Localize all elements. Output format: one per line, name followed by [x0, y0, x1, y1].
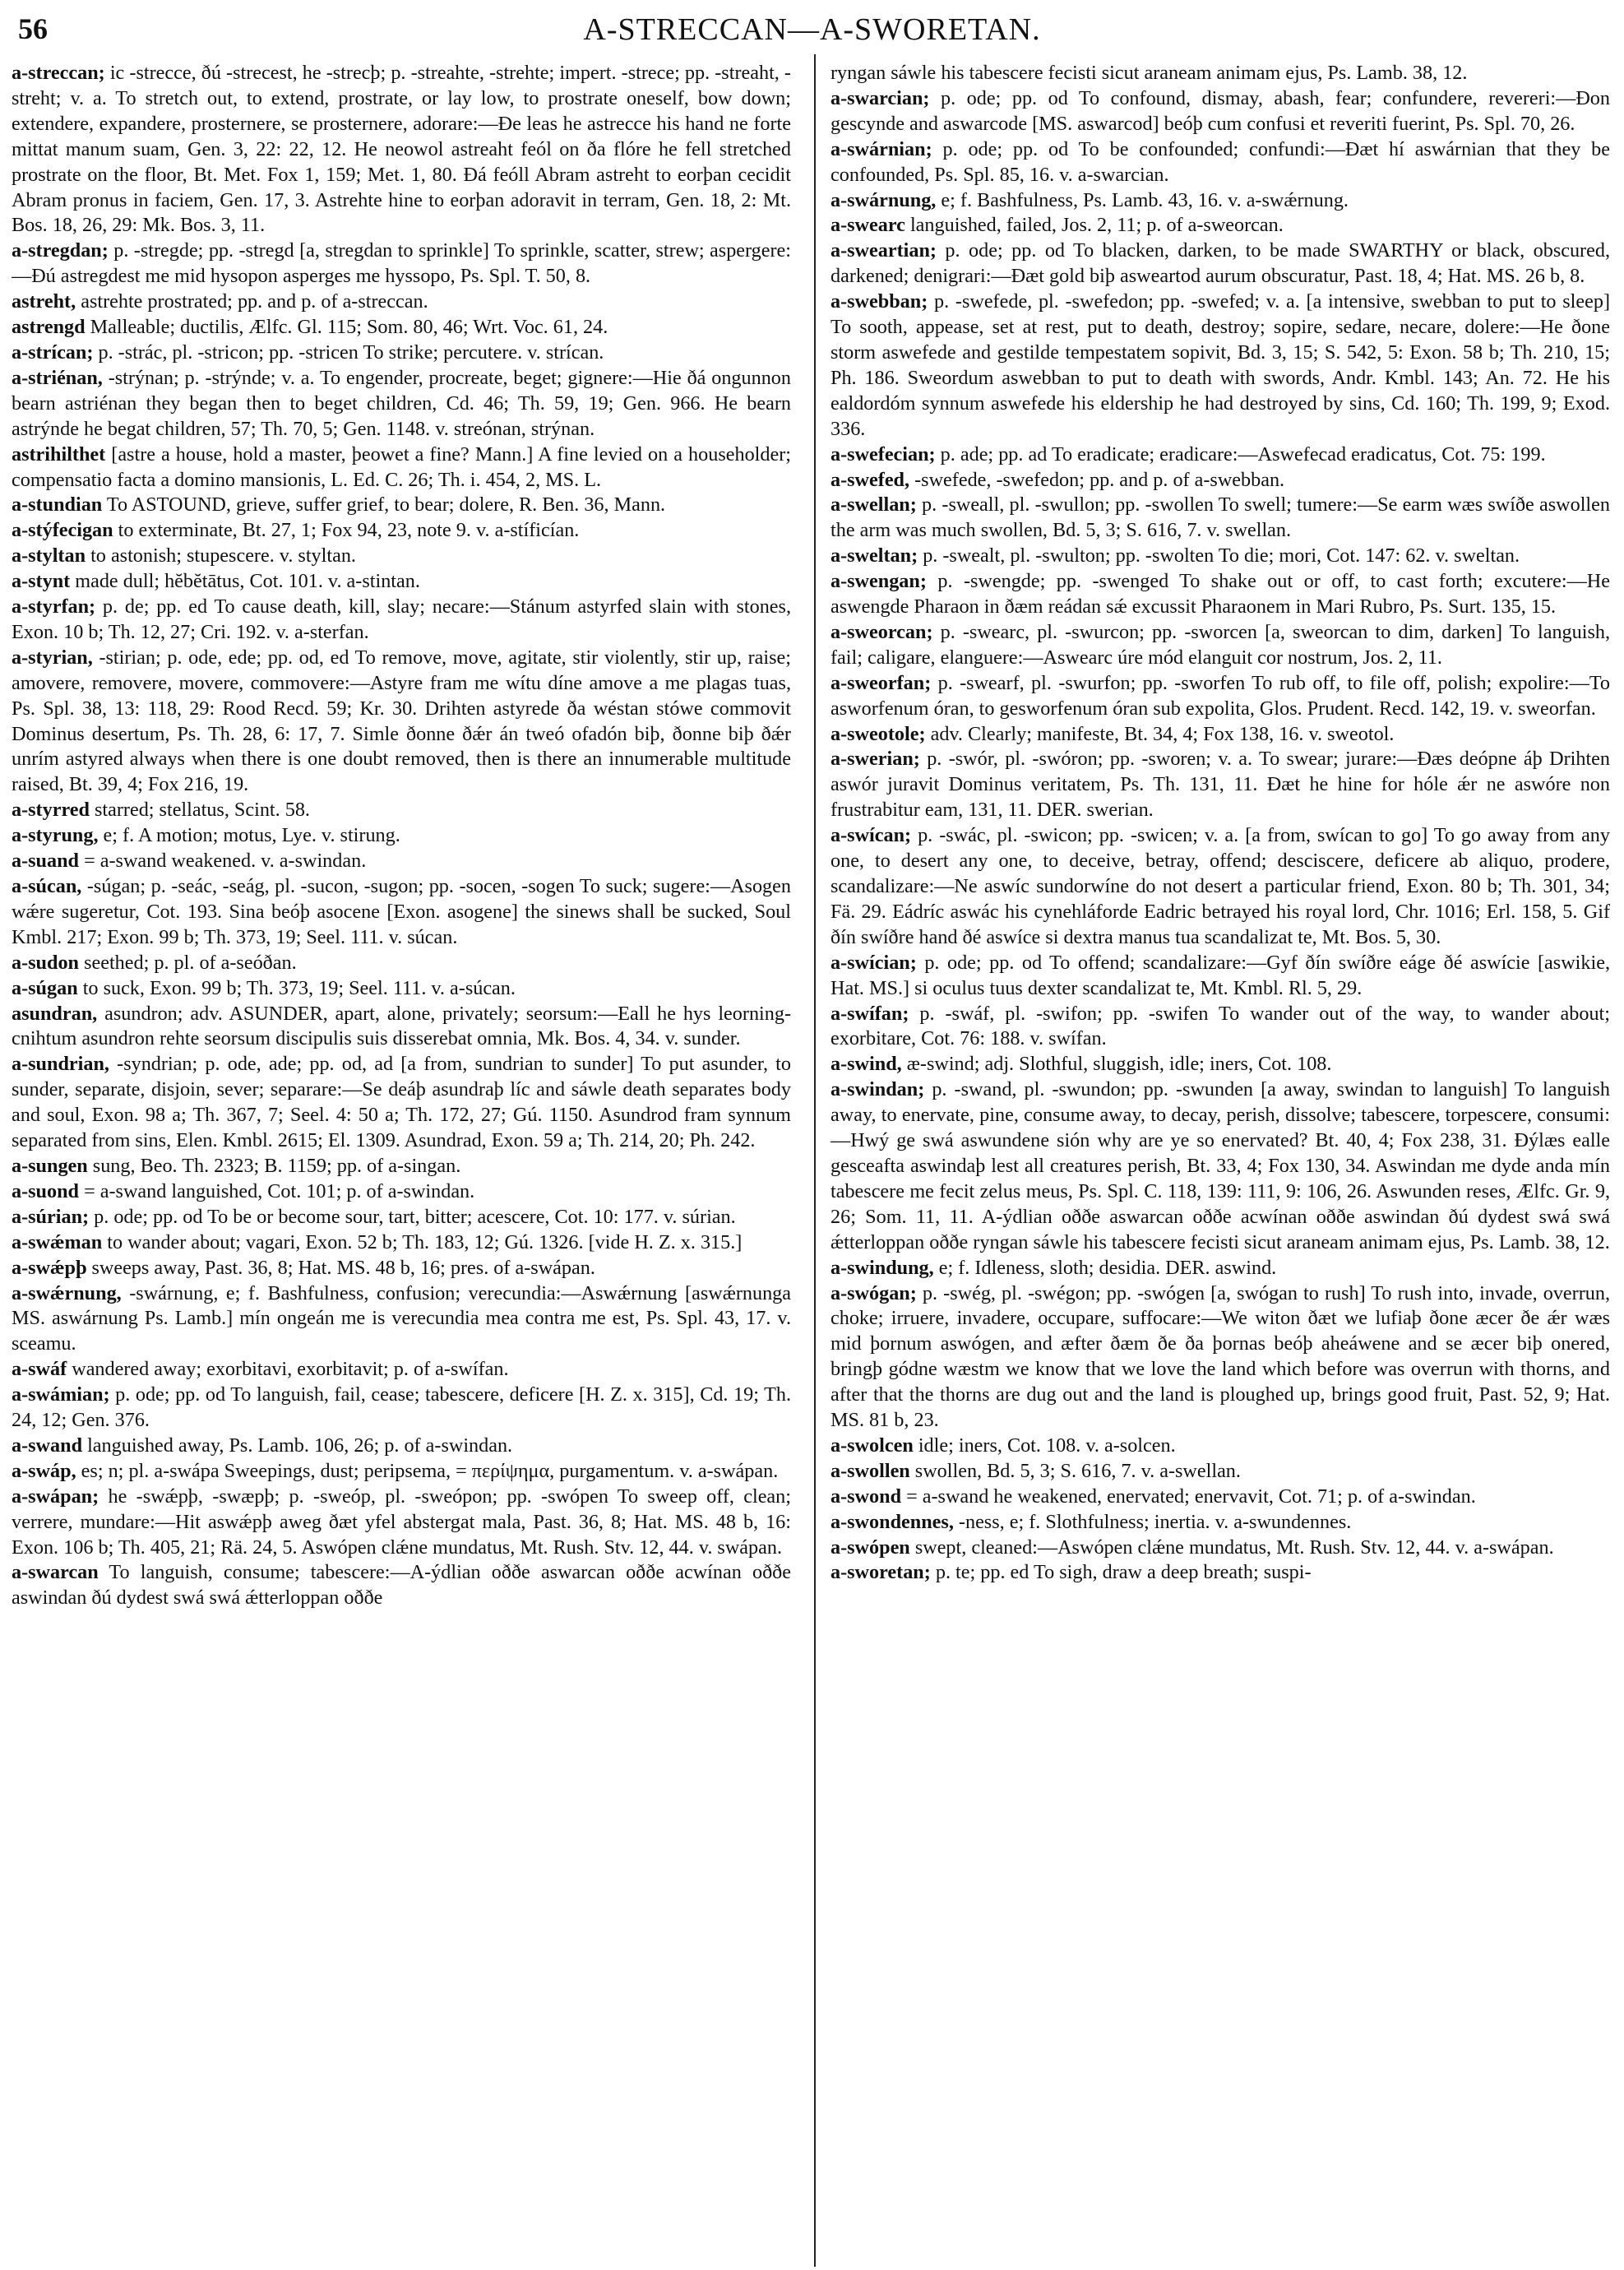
- headword: a-sweorfan;: [831, 671, 932, 694]
- dictionary-entry: [831, 1256, 1610, 1281]
- entry-text: -swárnung, e; f. Bashfulness, confusion; verecundia:—Aswǽrnung [aswǽrnunga MS. aswárnung Ps. Lamb.] mín ongeán me is verecundia mea contra me est, Ps. Spl. 43, 17. v. sceamu.: [12, 1281, 791, 1355]
- dictionary-entry: [12, 1357, 791, 1383]
- dictionary-entry: [831, 493, 1610, 544]
- entry-text: -syndrian; p. ode, ade; pp. od, ad [a from, sundrian to sunder] To put asunder, to sunder, separate, disjoin, sever; separare:—Se deáþ asundraþ líc and sáwle death separates body and soul, Exon. 98 a; Th. 367, 7; Seel. 4: 50 a; Th. 172, 27; Gú. 1150. Asundrod fram synnum separated from sins, Elen. Kmbl. 2615; El. 1309. Asundrad, Exon. 59 a; Th. 214, 20; Ph. 242.: [12, 1053, 791, 1152]
- entry-text: swept, cleaned:—Aswópen clǽne mundatus, Mt. Rush. Stv. 12, 44. v. a-swápan.: [909, 1536, 1554, 1559]
- dictionary-entry: [12, 1205, 791, 1230]
- headword: a-sungen: [12, 1154, 88, 1177]
- entry-text: ic -strecce, ðú -strecest, he -strecþ; p. -streahte, -strehte; impert. -strece; pp. -streaht, -streht; v. a. To stretch out, to extend, prostrate, or lay low, to prostrate oneself, bow down; extendere, expandere, prosternere, se prosternere, adorare:—Ðe leas he astrecce his hand ne forte mittat manum suam, Gen. 3, 22: 22, 12. He neowol astreaht feól on ða flóre he fell stretched prostrate on the floor, Bt. Met. Fox 1, 159; Met. 1, 80. Ðá feóll Abram astreht to eorþan cecidit Abram pronus in faciem, Gen. 17, 3. Astrehte hine to eorþan adoravit in terram, Gen. 18, 2: Mt. Bos. 18, 26, 29: Mk. Bos. 3, 11.: [12, 62, 791, 237]
- entry-text: p. -sweall, pl. -swullon; pp. -swollen To swell; tumere:—Se earm wæs swíðe aswollen the arm was much swollen, Bd. 5, 3; S. 616, 7. v. swellan.: [831, 493, 1610, 542]
- entry-text: -stirian; p. ode, ede; pp. od, ed To remove, move, agitate, stir violently, stir up, raise; amovere, removere, movere, commovere:—Astyre fram me wítu díne amove a me plagas tuas, Ps. Spl. 38, 13: 118, 29: Rood Recd. 59; Kr. 30. Drihten astyrede ða wéstan stówe commovit Dominus desertum, Ps. Th. 28, 6: 17, 7. Simle ðonne ðǽr án tweó ofadón biþ, ðonne biþ ðǽr unrím astyred always when there is one doubt removed, then is there an innumerable multitude raised, Bt. 39, 4; Fox 216, 19.: [12, 646, 791, 796]
- headword: a-styrung,: [12, 824, 99, 847]
- dictionary-entry: [831, 671, 1610, 722]
- entry-text: To languish, consume; tabescere:—A-ýdlian oððe aswarcan oððe acwínan oððe aswindan ðú dydest swá swá ǽtterloppan oððe: [12, 1561, 791, 1610]
- right-column: [831, 61, 1610, 2262]
- dictionary-entry: [831, 61, 1610, 86]
- dictionary-entry: [12, 61, 791, 239]
- entry-text: sung, Beo. Th. 2323; B. 1159; pp. of a-singan.: [87, 1154, 461, 1177]
- dictionary-entry: [12, 1485, 791, 1561]
- headword: a-swolcen: [831, 1434, 914, 1457]
- dictionary-entry: [831, 290, 1610, 442]
- entry-text: æ-swind; adj. Slothful, sluggish, idle; iners, Cot. 108.: [901, 1053, 1332, 1076]
- headword: a-swáf: [12, 1358, 67, 1381]
- dictionary-entry: [12, 1052, 791, 1154]
- dictionary-entry: [12, 1256, 791, 1281]
- dictionary-entry: [12, 1179, 791, 1205]
- dictionary-entry: [12, 1434, 791, 1459]
- headword: a-swarcian;: [831, 86, 930, 109]
- headword: a-swengan;: [831, 570, 927, 593]
- entry-text: e; f. Idleness, sloth; desidia. DER. aswind.: [933, 1256, 1277, 1279]
- entry-text: p. te; pp. ed To sigh, draw a deep breath; suspi-: [930, 1561, 1312, 1584]
- entry-text: adv. Clearly; manifeste, Bt. 34, 4; Fox 138, 16. v. sweotol.: [925, 722, 1395, 745]
- left-column: [12, 61, 791, 2262]
- headword: a-swǽrnung,: [12, 1281, 122, 1304]
- dictionary-entry: [12, 976, 791, 1002]
- entry-text: p. -swác, pl. -swicon; pp. -swicen; v. a. [a from, swícan to go] To go away from any one, to desert any one, to deceive, betray, offend; desciscere, deficere ab aliquo, prodere, scandalizare:—Ne aswíc sundorwíne do not desert a particular friend, Exon. 80 b; Th. 301, 34; Fä. 29. Eádríc aswác his cynehláforde Eadric betrayed his royal lord, Chr. 1016; Erl. 158, 5. Gif ðín swíðre hand ðé aswíce si dextra manus tua scandalizat te, Mt. Bos. 5, 30.: [831, 824, 1610, 948]
- entry-text: p. ode; pp. od To blacken, darken, to be made SWARTHY or black, obscured, darkened; denigrari:—Ðæt gold biþ asweartod aurum obscuratur, Past. 18, 4; Hat. MS. 26 b, 8.: [831, 239, 1610, 288]
- headword: a-strícan;: [12, 340, 94, 364]
- entry-text: [astre a house, hold a master, þeowet a fine? Mann.] A fine levied on a householder; compensatio facta a domino mansionis, L. Ed. C. 26; Th. i. 454, 2, MS. L.: [12, 442, 791, 491]
- headword: a-swellan;: [831, 493, 917, 517]
- headword: a-sweotole;: [831, 722, 926, 745]
- entry-text: to suck, Exon. 99 b; Th. 373, 19; Seel. 111. v. a-súcan.: [77, 976, 516, 999]
- dictionary-entry: [831, 569, 1610, 620]
- entry-text: p. ode; pp. od To be or become sour, tart, bitter; acescere, Cot. 10: 177. v. súrian.: [89, 1205, 736, 1228]
- dictionary-entry: [12, 1230, 791, 1256]
- dictionary-entry: [12, 1459, 791, 1485]
- entry-text: To ASTOUND, grieve, suffer grief, to bear; dolere, R. Ben. 36, Mann.: [102, 493, 666, 517]
- entry-text: p. -swealt, pl. -swulton; pp. -swolten To die; mori, Cot. 147: 62. v. sweltan.: [918, 544, 1520, 568]
- entry-text: he -swǽpþ, -swæpþ; p. -sweóp, pl. -sweópon; pp. -swópen To sweep off, clean; verrere, mundare:—Hit aswǽpþ aweg ðæt yfel abstergat mala, Past. 36, 8; Hat. MS. 48 b, 16: Exon. 106 b; Th. 405, 21; Rä. 24, 5. Aswópen clǽne mundatus, Mt. Rush. Stv. 12, 44. v. swápan.: [12, 1485, 791, 1559]
- entry-text: = a-swand languished, Cot. 101; p. of a-swindan.: [79, 1179, 475, 1202]
- entry-text: -strýnan; p. -strýnde; v. a. To engender, procreate, beget; gignere:—Hie ðá ongunnon bearn astriénan they began then to beget children, Cd. 46; Th. 59, 19; Gen. 966. He bearn astrýnde he begat children, 57; Th. 70, 5; Gen. 1148. v. streónan, strýnan.: [12, 366, 791, 440]
- dictionary-entry: [831, 188, 1610, 214]
- headword: a-sudon: [12, 951, 80, 974]
- headword: a-swearc: [831, 214, 905, 237]
- column-divider: [814, 54, 816, 2267]
- dictionary-entry: [12, 518, 791, 544]
- dictionary-entry: [831, 239, 1610, 290]
- entry-text: p. -swáf, pl. -swifon; pp. -swifen To wander out of the way, to wander about; exorbitare, Cot. 76: 188. v. swífan.: [831, 1002, 1610, 1050]
- entry-text: p. -swearc, pl. -swurcon; pp. -sworcen [a, sweorcan to dim, darken] To languish, fail; caligare, elanguere:—Aswearc úre mód elanguit cor nostrum, Jos. 2, 11.: [831, 620, 1610, 669]
- entry-text: p. ode; pp. od To be confounded; confundi:—Ðæt hí aswárnian that they be confounded, Ps. Spl. 85, 16. v. a-swarcian.: [831, 137, 1610, 186]
- headword: a-swond: [831, 1485, 902, 1508]
- headword: a-swarcan: [12, 1561, 99, 1584]
- dictionary-entry: [831, 823, 1610, 951]
- entry-text: asundron; adv. ASUNDER, apart, alone, privately; seorsum:—Eall he hys leorning-cnihtum asundron rehte seorsum discipulis suis disserebat omnia, Mk. Bos. 4, 34. v. sunder.: [12, 1002, 791, 1050]
- entry-text: p. ade; pp. ad To eradicate; eradicare:—Aswefecad eradicatus, Cot. 75: 199.: [935, 442, 1546, 466]
- dictionary-entry: [12, 874, 791, 951]
- dictionary-entry: [12, 340, 791, 366]
- entry-text: to astonish; stupescere. v. styltan.: [86, 544, 356, 568]
- running-title: A-STRECCAN—A-SWORETAN.: [583, 12, 1041, 47]
- headword: a-swámian;: [12, 1383, 110, 1406]
- dictionary-entry: [12, 239, 791, 290]
- entry-text: made dull; hĕbĕtātus, Cot. 101. v. a-stintan.: [70, 570, 420, 593]
- dictionary-entry: [831, 1459, 1610, 1485]
- dictionary-entry: [831, 1510, 1610, 1536]
- dictionary-entry: [831, 1052, 1610, 1077]
- dictionary-entry: [12, 1383, 791, 1434]
- entry-text: p. ode; pp. od To offend; scandalizare:—Gyf ðín swíðre eáge ðé aswície [aswikie, Hat. MS.] si oculus tuus dexter scandalizat te, Mt. Kmbl. Rl. 5, 29.: [831, 951, 1610, 999]
- headword: astreht,: [12, 290, 76, 313]
- dictionary-entry: [12, 544, 791, 569]
- dictionary-entry: [831, 137, 1610, 188]
- entry-text: -súgan; p. -seác, -seág, pl. -sucon, -sugon; pp. -socen, -sogen To suck; sugere:—Asogen wǽre sugeretur, Cot. 193. Sina beóþ asocene [Exon. asogene] the sinews shall be sucked, Soul Kmbl. 217; Exon. 99 b; Th. 373, 19; Seel. 111. v. súcan.: [12, 875, 791, 948]
- headword: a-styrfan;: [12, 595, 96, 618]
- entry-text: p. ode; pp. od To confound, dismay, abash, fear; confundere, revereri:—Ðon gescynde and aswarcode [MS. aswarcod] beóþ cum confusi et reveriti fuerint, Ps. Spl. 70, 26.: [831, 86, 1610, 135]
- dictionary-entry: [12, 823, 791, 849]
- dictionary-entry: [12, 493, 791, 518]
- headword: a-swápan;: [12, 1485, 99, 1508]
- entry-text: languished away, Ps. Lamb. 106, 26; p. of a-swindan.: [82, 1434, 513, 1457]
- headword: a-swárnung,: [831, 188, 937, 211]
- headword: a-swícian;: [831, 951, 917, 974]
- dictionary-entry: [12, 1154, 791, 1179]
- headword: a-súrian;: [12, 1205, 90, 1228]
- headword: a-swǽman: [12, 1230, 103, 1253]
- headword: a-swefed,: [831, 468, 910, 491]
- dictionary-entry: [12, 595, 791, 646]
- headword: a-styltan: [12, 544, 86, 568]
- entry-text: Malleable; ductilis, Ælfc. Gl. 115; Som. 80, 46; Wrt. Voc. 61, 24.: [85, 316, 608, 339]
- dictionary-entry: [12, 442, 791, 493]
- headword: a-stynt: [12, 570, 71, 593]
- headword: a-styrian,: [12, 646, 93, 669]
- dictionary-entry: [12, 1002, 791, 1053]
- entry-text: p. -swefede, pl. -swefedon; pp. -swefed; v. a. [a intensive, swebban to put to sleep] To sooth, appease, set at rest, put to death, destroy; sopire, sedare, necare, dolere:—He ðone storm aswefede and gestilde tempestatem sopivit, Bd. 3, 15; S. 542, 5: Exon. 58 b; Th. 210, 15; Ph. 186. Sweordum aswebban to put to death with swords, Andr. Kmbl. 143; An. 72. He his ealdordóm synnum aswefede his eldership he had destroyed by sins, Cd. 160; Th. 199, 9; Exod. 336.: [831, 290, 1610, 440]
- dictionary-entry: [831, 951, 1610, 1002]
- headword: a-swollen: [831, 1459, 910, 1482]
- headword: a-sweartian;: [831, 239, 937, 262]
- headword: a-stýfecigan: [12, 519, 113, 542]
- headword: a-stregdan;: [12, 239, 109, 262]
- entry-text: p. -swór, pl. -swóron; pp. -sworen; v. a. To swear; jurare:—Ðæs deópne áþ Drihten aswór juravit Dominus veritatem, Ps. Th. 131, 11. Ðæt he hine for hóle ǽr ne aswóre non frustrabitur eam, 131, 11. DER. swerian.: [831, 748, 1610, 822]
- headword: a-stundian: [12, 493, 103, 517]
- headword: a-sundrian,: [12, 1053, 109, 1076]
- dictionary-entry: [831, 1536, 1610, 1561]
- dictionary-entry: [831, 747, 1610, 823]
- entry-text: -ness, e; f. Slothfulness; inertia. v. a-swundennes.: [953, 1510, 1352, 1533]
- entry-text: p. -swand, pl. -swundon; pp. -swunden [a away, swindan to languish] To languish away, to enervate, pine, consume away, to decay, perish, dissolve; tabescere, torpescere, consumi:—Hwý ge swá aswundene sión why are ye so enervated? Bt. 40, 4; Fox 238, 31. Ðýlæs ealle gesceafta aswindaþ lest all creatures perish, Bt. 33, 4; Fox 130, 34. Aswindan me dyde anda mín tabescere me fecit zelus meus, Ps. Spl. C. 118, 139: 111, 9: 106, 26. Aswunden reses, Ælfc. Gr. 9, 26; Som. 11, 11. A-ýdlian oððe aswarcan oððe acwínan oððe aswindan ðú dydest swá swá ǽtterloppan oððe ryngan sáwle his tabescere fecisti sicut araneam animam ejus, Ps. Lamb. 38, 12.: [831, 1078, 1610, 1253]
- dictionary-entry: [12, 798, 791, 823]
- dictionary-entry: [831, 1560, 1610, 1586]
- headword: a-suand: [12, 850, 80, 873]
- dictionary-entry: [12, 1281, 791, 1358]
- entry-text: e; f. Bashfulness, Ps. Lamb. 43, 16. v. a-swǽrnung.: [936, 188, 1349, 211]
- dictionary-entry: [831, 1077, 1610, 1255]
- entry-text: = a-swand weakened. v. a-swindan.: [79, 850, 367, 873]
- entry-text: p. ode; pp. od To languish, fail, cease; tabescere, deficere [H. Z. x. 315], Cd. 19; Th. 24, 12; Gen. 376.: [12, 1383, 791, 1432]
- entry-text: idle; iners, Cot. 108. v. a-solcen.: [913, 1434, 1176, 1457]
- dictionary-entry: [831, 468, 1610, 493]
- dictionary-entry: [12, 646, 791, 798]
- entry-text: wandered away; exorbitavi, exorbitavit; p. of a-swífan.: [67, 1358, 509, 1381]
- dictionary-entry: [831, 722, 1610, 748]
- dictionary-entry: [831, 86, 1610, 137]
- entry-text: starred; stellatus, Scint. 58.: [89, 799, 310, 822]
- dictionary-entry: [12, 290, 791, 315]
- headword: a-sweltan;: [831, 544, 918, 568]
- headword: a-swífan;: [831, 1002, 909, 1025]
- entry-text: p. -strác, pl. -stricon; pp. -stricen To strike; percutere. v. strícan.: [93, 340, 604, 364]
- headword: a-suond: [12, 1179, 80, 1202]
- headword: a-swárnian;: [831, 137, 932, 160]
- entry-text: p. de; pp. ed To cause death, kill, slay; necare:—Stánum astyrfed slain with stones, Exon. 10 b; Th. 12, 27; Cri. 192. v. a-sterfan.: [12, 595, 791, 643]
- entry-text: ryngan sáwle his tabescere fecisti sicut araneam animam ejus, Ps. Lamb. 38, 12.: [831, 62, 1468, 84]
- dictionary-entry: [831, 442, 1610, 468]
- headword: a-swícan;: [831, 824, 912, 847]
- headword: a-streccan;: [12, 62, 105, 84]
- headword: a-swǽpþ: [12, 1256, 87, 1279]
- headword: a-swind,: [831, 1053, 902, 1076]
- headword: a-swefecian;: [831, 442, 936, 466]
- page-header: [0, 0, 1624, 46]
- dictionary-entry: [12, 1560, 791, 1611]
- entry-text: -swefede, -swefedon; pp. and p. of a-swebban.: [909, 468, 1285, 491]
- entry-text: p. -swég, pl. -swégon; pp. -swógen [a, swógan to rush] To rush into, invade, overrun, choke; irruere, invadere, occupare, suffocare:—We witon ðæt we lufiaþ ðone æcer ðe ǽr wæs mid þornum aswógen, and æfter ðæm ðe ða þornas beóþ aheáwene and se æcer biþ onered, bringþ gódne wæstm we know that we love the land which before was overrun with thorns, and after that the thorns are dug out and the land is ploughed up, brings good fruit, Past. 52, 9; Hat. MS. 81 b, 23.: [831, 1281, 1610, 1432]
- headword: astrengd: [12, 316, 86, 339]
- dictionary-entry: [831, 1002, 1610, 1053]
- entry-text: swollen, Bd. 5, 3; S. 616, 7. v. a-swellan.: [909, 1459, 1241, 1482]
- entry-text: to exterminate, Bt. 27, 1; Fox 94, 23, note 9. v. a-stíficían.: [113, 519, 580, 542]
- dictionary-entry: [831, 620, 1610, 671]
- headword: a-súcan,: [12, 875, 82, 897]
- headword: asundran,: [12, 1002, 98, 1025]
- entry-text: sweeps away, Past. 36, 8; Hat. MS. 48 b, 16; pres. of a-swápan.: [86, 1256, 595, 1279]
- headword: a-striénan,: [12, 366, 103, 389]
- entry-text: es; n; pl. a-swápa Sweepings, dust; peripsema, = περίψημα, purgamentum. v. a-swápan.: [76, 1459, 779, 1482]
- dictionary-entry: [831, 1485, 1610, 1510]
- entry-text: to wander about; vagari, Exon. 52 b; Th. 183, 12; Gú. 1326. [vide H. Z. x. 315.]: [102, 1230, 743, 1253]
- headword: a-swondennes,: [831, 1510, 954, 1533]
- dictionary-entry: [12, 569, 791, 595]
- headword: a-súgan: [12, 976, 78, 999]
- entry-text: seethed; p. pl. of a-seóðan.: [79, 951, 297, 974]
- headword: a-swand: [12, 1434, 83, 1457]
- dictionary-entry: [12, 366, 791, 442]
- entry-text: languished, failed, Jos. 2, 11; p. of a-sweorcan.: [905, 214, 1284, 237]
- page-number: 56: [18, 12, 48, 45]
- dictionary-entry: [831, 1434, 1610, 1459]
- headword: a-styrred: [12, 799, 90, 822]
- entry-text: = a-swand he weakened, enervated; enervavit, Cot. 71; p. of a-swindan.: [901, 1485, 1476, 1508]
- dictionary-entry: [831, 213, 1610, 239]
- headword: a-swindan;: [831, 1078, 925, 1101]
- headword: a-swógan;: [831, 1281, 917, 1304]
- headword: a-swindung,: [831, 1256, 934, 1279]
- headword: astrihilthet: [12, 442, 106, 466]
- dictionary-entry: [12, 951, 791, 976]
- headword: a-swáp,: [12, 1459, 76, 1482]
- dictionary-entry: [831, 1281, 1610, 1434]
- entry-text: p. -swearf, pl. -swurfon; pp. -sworfen To rub off, to file off, polish; expolire:—To asworfenum óran, to gesworfenum óran sub expolita, Glos. Prudent. Recd. 142, 19. v. sweorfan.: [831, 671, 1610, 720]
- headword: a-swópen: [831, 1536, 910, 1559]
- headword: a-sworetan;: [831, 1561, 931, 1584]
- entry-text: p. -stregde; pp. -stregd [a, stregdan to sprinkle] To sprinkle, scatter, strew; aspergere:—Ðú astregdest me mid hysopon asperges me hyssopo, Ps. Spl. T. 50, 8.: [12, 239, 791, 288]
- entry-text: p. -swengde; pp. -swenged To shake out or off, to cast forth; excutere:—He aswengde Pharaon in ðæm reádan sǽ excussit Pharaonem in Mari Rubro, Ps. Surt. 135, 15.: [831, 570, 1610, 618]
- dictionary-entry: [831, 544, 1610, 569]
- dictionary-entry: [12, 849, 791, 874]
- dictionary-entry: [12, 315, 791, 340]
- entry-text: astrehte prostrated; pp. and p. of a-streccan.: [76, 290, 428, 313]
- headword: a-swebban;: [831, 290, 928, 313]
- headword: a-sweorcan;: [831, 620, 933, 643]
- headword: a-swerian;: [831, 748, 920, 771]
- entry-text: e; f. A motion; motus, Lye. v. stirung.: [98, 824, 400, 847]
